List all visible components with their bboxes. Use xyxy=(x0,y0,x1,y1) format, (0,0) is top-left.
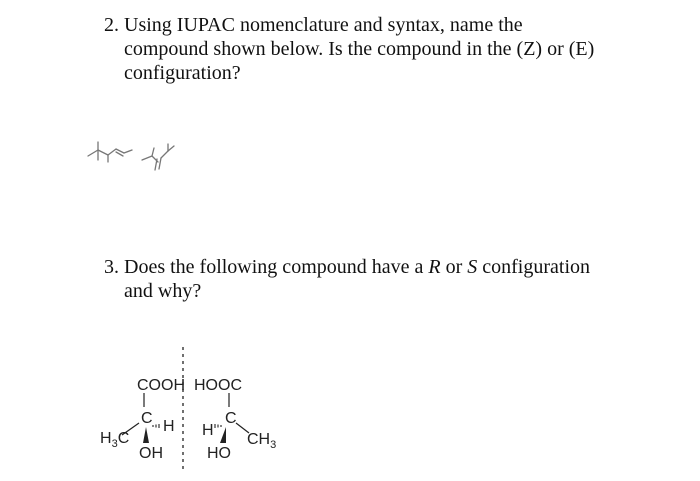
left-carbon-label: C xyxy=(141,410,153,427)
question-3-line-2: and why? xyxy=(124,280,202,302)
left-cooh-label: COOH xyxy=(137,377,185,394)
question-2-line-3: configuration? xyxy=(124,62,241,84)
question-2-line-1 xyxy=(104,13,644,37)
left-h3c-label: $H_3C$ xyxy=(100,430,130,450)
right-ch3-label: $CH_3$ xyxy=(247,431,277,451)
question-3-r: R xyxy=(428,256,441,278)
right-ho-label: HO xyxy=(207,445,231,462)
question-3-text-1: Does the following compound have a xyxy=(124,256,429,278)
left-wedge-bond xyxy=(143,427,149,443)
right-carbon-label: C xyxy=(225,410,237,427)
question-2-number: 2. xyxy=(104,14,119,36)
question-3-line-1 xyxy=(104,255,664,279)
question-3-or: or xyxy=(440,256,468,278)
question-3-text-2: configuration xyxy=(477,256,591,278)
left-h-label: H xyxy=(163,418,175,435)
right-hooc-label: HOOC xyxy=(194,377,242,394)
enantiomer-pair-structure xyxy=(95,345,275,475)
question-3-number: 3. xyxy=(104,256,119,278)
left-oh-label: OH xyxy=(139,445,163,462)
question-2-line-2: compound shown below. Is the compound in the (Z) or (E) xyxy=(124,38,595,60)
right-h-label: H xyxy=(202,422,214,439)
right-wedge-bond xyxy=(220,427,226,443)
question-2-text-1: Using IUPAC nomenclature and syntax, name the xyxy=(124,14,523,36)
question-3-s: S xyxy=(467,256,478,278)
question-3 xyxy=(104,255,664,303)
alkene-skeletal-structure xyxy=(84,138,194,178)
question-2 xyxy=(104,13,644,85)
